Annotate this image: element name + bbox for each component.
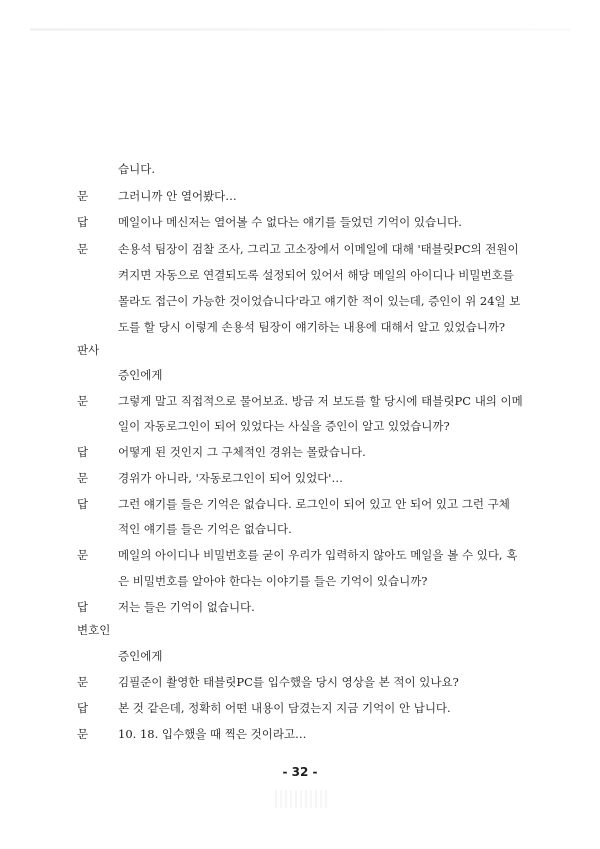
speaker-label: 판사	[77, 343, 100, 357]
transcript-line: 습니다.	[118, 162, 155, 176]
transcript-line: 경위가 아니라, '자동로그인이 되어 있었다'…	[118, 471, 343, 485]
speaker-label: 답	[77, 600, 89, 614]
transcript-line: 그렇게 말고 직접적으로 물어보죠. 방금 저 보도를 할 당시에 태블릿PC 내의 이메	[118, 394, 523, 408]
transcript-line: 은 비밀번호를 알아야 한다는 이야기를 들은 기억이 있습니까?	[118, 574, 428, 588]
transcript-line: 몰라도 접근이 가능한 것이었습니다'라고 얘기한 적이 있는데, 증인이 위 24일 보	[118, 294, 521, 308]
transcript-line: 메일이나 메신저는 열어볼 수 없다는 얘기를 들었던 기억이 있습니다.	[118, 215, 462, 229]
speaker-label: 답	[77, 497, 89, 511]
transcript-line: 저는 들은 기억이 없습니다.	[118, 600, 255, 614]
transcript-line: 증인에게	[118, 649, 163, 663]
transcript-line: 켜지면 자동으로 연결되도록 설정되어 있어서 해당 메일의 아이디나 비밀번호를	[118, 268, 514, 282]
transcript-line: 일이 자동로그인이 되어 있었다는 사실을 증인이 알고 있었습니까?	[118, 419, 450, 433]
transcript-line: 증인에게	[118, 368, 163, 382]
transcript-line: 그런 얘기를 들은 기억은 없습니다. 로그인이 되어 있고 안 되어 있고 그런 구체	[118, 497, 510, 511]
speaker-label: 답	[77, 701, 89, 715]
speaker-label: 문	[77, 727, 89, 741]
transcript-line: 김필준이 촬영한 태블릿PC를 입수했을 당시 영상을 본 적이 있나요?	[118, 675, 459, 689]
transcript-line: 10. 18. 입수했을 때 찍은 것이라고…	[118, 727, 307, 741]
scan-artifact	[275, 790, 330, 808]
speaker-label: 문	[77, 471, 89, 485]
transcript-line: 어떻게 된 것인지 그 구체적인 경위는 몰랐습니다.	[118, 445, 366, 459]
speaker-label: 문	[77, 242, 89, 256]
transcript-line: 적인 얘기를 들은 기억은 없습니다.	[118, 522, 292, 536]
speaker-label: 문	[77, 394, 89, 408]
speaker-label: 문	[77, 675, 89, 689]
transcript-line: 도를 할 당시 이렇게 손용석 팀장이 얘기하는 내용에 대해서 알고 있었습니까?	[118, 320, 506, 334]
speaker-label: 문	[77, 548, 89, 562]
speaker-label: 답	[77, 445, 89, 459]
scan-header-artifact	[30, 28, 570, 31]
transcript-line: 메일의 아이디나 비밀번호를 굳이 우리가 입력하지 않아도 메일을 볼 수 있다, 혹	[118, 548, 518, 562]
speaker-label: 변호인	[77, 623, 111, 637]
speaker-label: 문	[77, 189, 89, 203]
page-number: - 32 -	[282, 765, 318, 779]
transcript-line: 본 것 같은데, 정확히 어떤 내용이 담겼는지 지금 기억이 안 납니다.	[118, 701, 451, 715]
speaker-label: 답	[77, 215, 89, 229]
transcript-line: 그러니까 안 열어봤다…	[118, 189, 237, 203]
transcript-line: 손용석 팀장이 검찰 조사, 그리고 고소장에서 이메일에 대해 '태블릿PC의 전원이	[118, 242, 519, 256]
